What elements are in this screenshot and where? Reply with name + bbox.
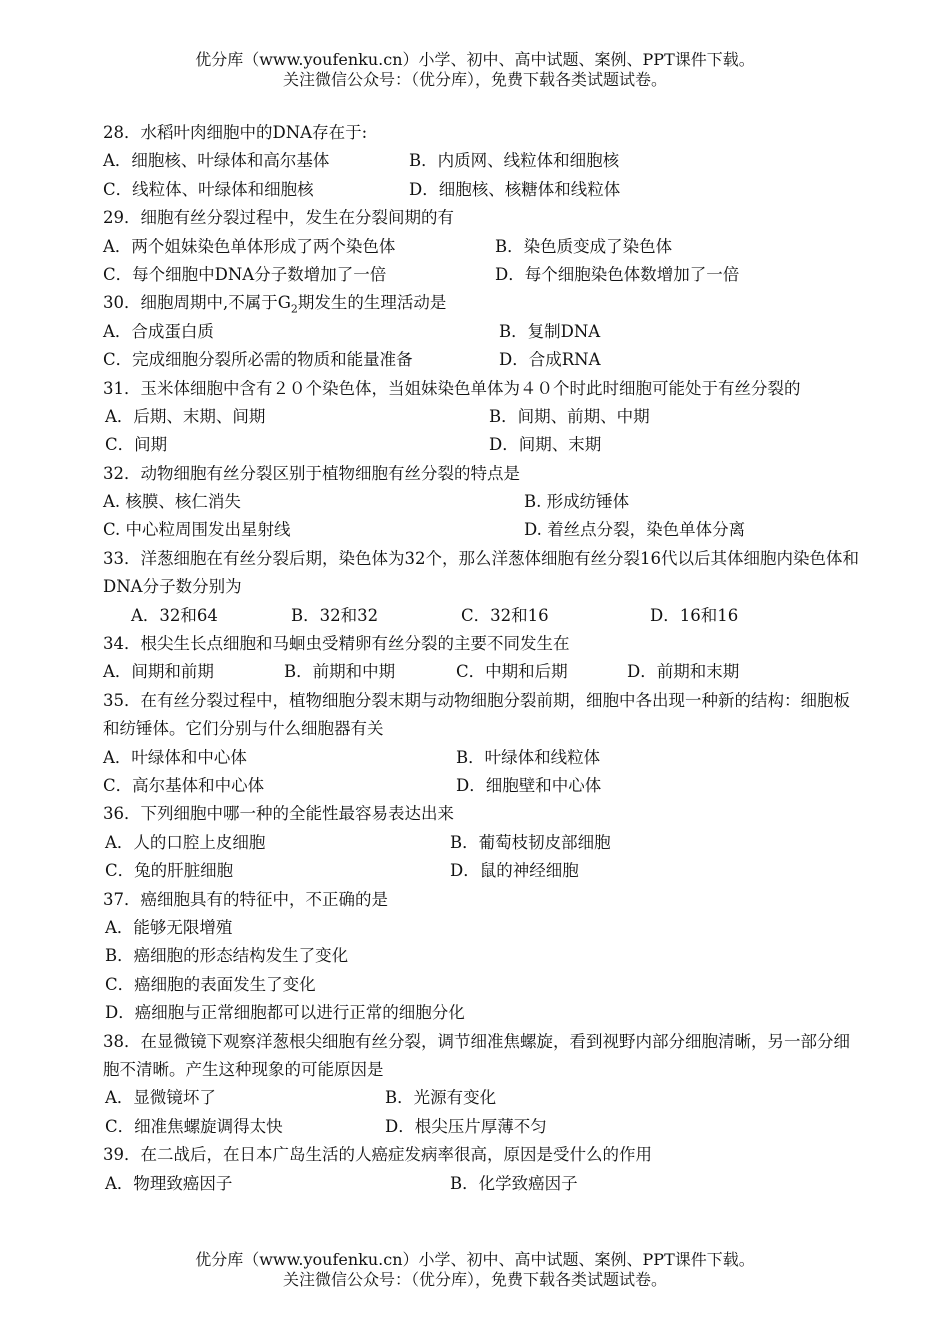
question-stem: 35．在有丝分裂过程中，植物细胞分裂末期与动物细胞分裂前期，细胞中各出现一种新的结构：细胞板和纺锤体。它们分别与什么细胞器有关: [103, 690, 850, 739]
option-d: D．细胞壁和中心体: [456, 776, 602, 796]
option-row: [103, 914, 863, 942]
question-stem: 39．在二战后，在日本广岛生活的人癌症发病率很高，原因是受什么的作用: [103, 1145, 652, 1165]
option-row: [103, 147, 863, 175]
option-row: [103, 602, 863, 630]
option-b: B．间期、前期、中期: [489, 406, 650, 426]
option-c: C．癌细胞的表面发生了变化: [105, 974, 316, 994]
option-a: A．后期、末期、间期: [105, 406, 266, 426]
option-a: A．显微镜坏了: [105, 1088, 216, 1108]
question-stem: 37．癌细胞具有的特征中，不正确的是: [103, 889, 388, 909]
option-row: [103, 176, 863, 204]
option-c: C．线粒体、叶绿体和细胞核: [103, 179, 314, 199]
option-d: D．每个细胞染色体数增加了一倍: [495, 264, 740, 284]
option-d: D．根尖压片厚薄不匀: [385, 1116, 547, 1136]
option-row: [103, 1084, 863, 1112]
option-row: [103, 772, 863, 800]
option-a: A．32和64: [131, 605, 218, 625]
option-d: D．间期、末期: [489, 435, 602, 455]
option-b: B．癌细胞的形态结构发生了变化: [105, 946, 349, 966]
option-d: D．细胞核、核糖体和线粒体: [409, 179, 621, 199]
footer-line-2: 关注微信公众号：（优分库），免费下载各类试题试卷。: [282, 1270, 667, 1289]
option-a: A．人的口腔上皮细胞: [105, 832, 266, 852]
option-a: A．细胞核、叶绿体和高尔基体: [103, 151, 330, 171]
option-c: C．每个细胞中DNA分子数增加了一倍: [103, 264, 387, 284]
option-row: [103, 346, 863, 374]
option-row: [103, 233, 863, 261]
option-row: [103, 403, 863, 431]
stem-subscript: 2: [290, 302, 298, 316]
question-stem: 33．洋葱细胞在有丝分裂后期，染色体为32个，那么洋葱体细胞有丝分裂16代以后其体细胞内染色体和DNA分子数分别为: [103, 548, 859, 597]
stem-text: 30．细胞周期中,不属于G: [103, 293, 291, 313]
header-banner: [0, 50, 950, 90]
option-a: A．合成蛋白质: [103, 321, 214, 341]
option-b: B．染色质变成了染色体: [495, 236, 673, 256]
option-c: C．兔的肝脏细胞: [105, 861, 234, 881]
option-b: B．前期和中期: [284, 662, 396, 682]
question-stem: 31．玉米体细胞中含有２０个染色体，当姐妹染色单体为４０个时此时细胞可能处于有丝分裂的: [103, 378, 801, 398]
option-c: C．32和16: [461, 605, 549, 625]
footer-banner: [0, 1250, 950, 1290]
option-a: A. 核膜、核仁消失: [103, 492, 241, 512]
option-row: [103, 516, 863, 544]
option-row: [103, 971, 863, 999]
option-row: [103, 857, 863, 885]
option-a: A．能够无限增殖: [105, 918, 233, 938]
question-stem: 28．水稻叶肉细胞中的DNA存在于:: [103, 123, 368, 142]
option-b: B．叶绿体和线粒体: [456, 747, 601, 767]
option-d: D．鼠的神经细胞: [450, 861, 579, 881]
option-row: [103, 431, 863, 459]
option-row: [103, 488, 863, 516]
option-c: C．高尔基体和中心体: [103, 776, 265, 796]
option-row: [103, 261, 863, 289]
option-row: [103, 942, 863, 970]
option-a: A．叶绿体和中心体: [103, 747, 247, 767]
question-stem: 38．在显微镜下观察洋葱根尖细胞有丝分裂，调节细准焦螺旋，看到视野内部分细胞清晰，另一部分细胞不清晰。产生这种现象的可能原因是: [103, 1031, 850, 1079]
option-d: D．前期和末期: [627, 662, 740, 682]
option-c: C．细准焦螺旋调得太快: [105, 1116, 283, 1136]
option-c: C. 中心粒周围发出星射线: [103, 520, 291, 540]
option-row: [103, 318, 863, 346]
question-stem: 29．细胞有丝分裂过程中，发生在分裂间期的有: [103, 208, 454, 228]
footer-line-1: 优分库（www.youfenku.cn）小学、初中、高中试题、案例、PPT课件下载。: [195, 1250, 755, 1269]
question-stem: 36．下列细胞中哪一种的全能性最容易表达出来: [103, 804, 454, 824]
question-stem: [103, 289, 863, 317]
option-b: B．光源有变化: [385, 1088, 497, 1108]
stem-text: 期发生的生理活动是: [297, 293, 447, 313]
option-c: C．间期: [105, 435, 168, 455]
option-b: B．复制DNA: [499, 321, 601, 341]
question-stem: 34．根尖生长点细胞和马蛔虫受精卵有丝分裂的主要不同发生在: [103, 634, 570, 654]
header-line-1: 优分库（www.youfenku.cn）小学、初中、高中试题、案例、PPT课件下载。: [195, 50, 755, 69]
option-row: [103, 1113, 863, 1141]
option-d: D. 着丝点分裂，染色单体分离: [524, 520, 746, 540]
option-d: D．合成RNA: [499, 350, 601, 370]
option-d: D．16和16: [650, 605, 739, 625]
option-b: B．化学致癌因子: [450, 1173, 578, 1193]
option-row: [103, 744, 863, 772]
question-stem: 32．动物细胞有丝分裂区别于植物细胞有丝分裂的特点是: [103, 463, 520, 483]
option-a: A．间期和前期: [103, 662, 214, 682]
option-row: [103, 829, 863, 857]
question-list: [103, 119, 863, 1198]
option-b: B．内质网、线粒体和细胞核: [409, 151, 620, 171]
option-row: [103, 658, 863, 686]
option-row: [103, 1170, 863, 1198]
option-b: B．32和32: [291, 605, 379, 625]
option-c: C．中期和后期: [456, 662, 568, 682]
option-c: C．完成细胞分裂所必需的物质和能量准备: [103, 350, 413, 370]
option-d: D．癌细胞与正常细胞都可以进行正常的细胞分化: [105, 1003, 465, 1023]
option-row: [103, 999, 863, 1027]
option-b: B．葡萄枝韧皮部细胞: [450, 832, 611, 852]
option-b: B. 形成纺锤体: [524, 492, 630, 512]
header-line-2: 关注微信公众号：（优分库），免费下载各类试题试卷。: [282, 70, 667, 89]
option-a: A．物理致癌因子: [105, 1173, 233, 1193]
option-a: A．两个姐妹染色单体形成了两个染色体: [103, 236, 396, 256]
